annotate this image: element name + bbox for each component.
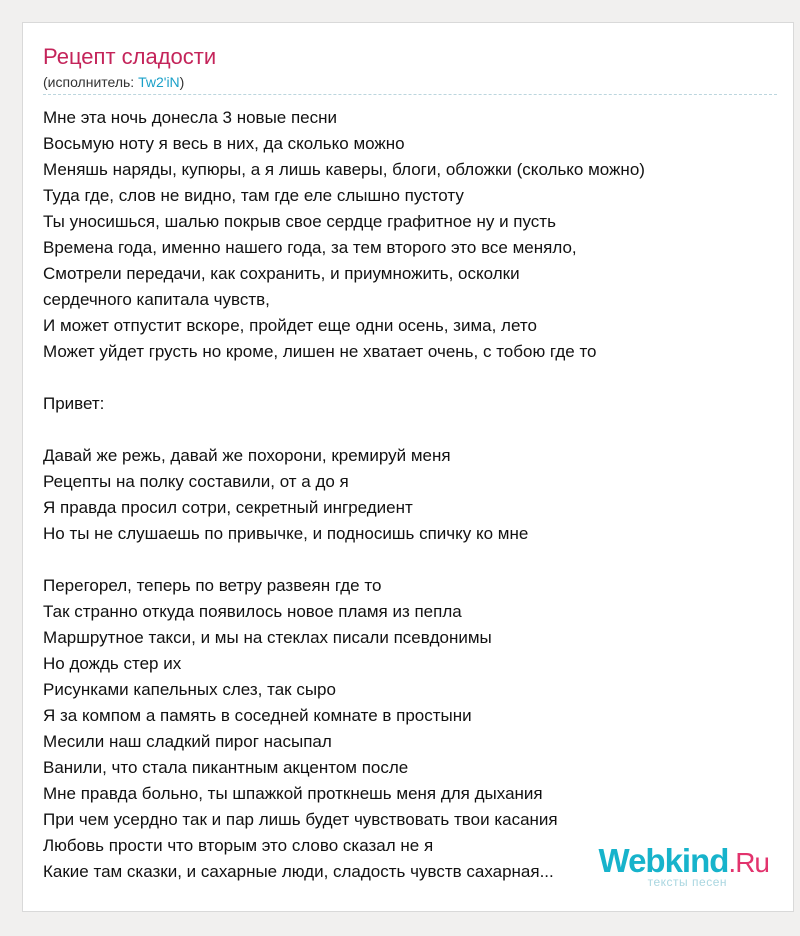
webkind-logo[interactable] <box>579 841 769 887</box>
lyric-line <box>43 417 783 443</box>
logo-name: Webkind <box>598 842 729 879</box>
lyric-line <box>43 547 783 573</box>
song-title: Рецепт сладости <box>43 44 217 69</box>
lyric-line: Какие там сказки, и сахарные люди, сладость чувств сахарная... <box>43 862 554 881</box>
lyric-line <box>43 365 783 391</box>
logo-domain: .Ru <box>728 847 769 878</box>
lyric-line: При чем усердно так и пар лишь будет чувствовать твои касания <box>43 810 558 829</box>
lyric-line: Времена года, именно нашего года, за тем второго это все меняло, <box>43 238 577 257</box>
lyrics-card <box>22 22 794 912</box>
lyric-line: Любовь прости что вторым это слово сказал не я <box>43 836 434 855</box>
lyric-line: Месили наш сладкий пирог насыпал <box>43 732 332 751</box>
lyric-line: Я за компом а память в соседней комнате в простыни <box>43 706 472 725</box>
artist-link[interactable]: Tw2'iN <box>138 74 180 90</box>
lyric-line: Меняшь наряды, купюры, а я лишь каверы, блоги, обложки (сколько можно) <box>43 160 645 179</box>
lyric-line: Мне правда больно, ты шпажкой проткнешь меня для дыхания <box>43 784 543 803</box>
lyric-line: Но ты не слушаешь по привычке, и подносишь спичку ко мне <box>43 524 529 543</box>
artist-prefix: (исполнитель: <box>43 74 139 90</box>
lyric-line: Восьмую ноту я весь в них, да сколько можно <box>43 134 405 153</box>
lyrics-text <box>43 105 783 885</box>
lyric-line: Привет: <box>43 394 105 413</box>
artist-suffix: ) <box>179 74 185 90</box>
logo-tagline: тексты песен <box>647 875 727 889</box>
lyric-line: Давай же режь, давай же похорони, кремируй меня <box>43 446 451 465</box>
lyric-line: Перегорел, теперь по ветру развеян где то <box>43 576 382 595</box>
lyric-line: Но дождь стер их <box>43 654 182 673</box>
lyric-line: Рецепты на полку составили, от а до я <box>43 472 349 491</box>
lyric-line: И может отпустит вскоре, пройдет еще одни осень, зима, лето <box>43 316 537 335</box>
lyric-line: Смотрели передачи, как сохранить, и приумножить, осколки <box>43 264 520 283</box>
lyric-line: Ты уносишься, шалью покрыв свое сердце графитное ну и пусть <box>43 212 556 231</box>
lyric-line: Маршрутное такси, и мы на стеклах писали псевдонимы <box>43 628 492 647</box>
lyric-line: сердечного капитала чувств, <box>43 290 270 309</box>
lyric-line: Рисунками капельных слез, так сыро <box>43 680 336 699</box>
artist-line <box>43 73 184 91</box>
lyric-line: Туда где, слов не видно, там где еле слышно пустоту <box>43 186 464 205</box>
lyric-line: Ванили, что стала пикантным акцентом после <box>43 758 409 777</box>
lyric-line: Мне эта ночь донесла 3 новые песни <box>43 108 338 127</box>
lyric-line: Так странно откуда появилось новое пламя из пепла <box>43 602 462 621</box>
lyric-line: Может уйдет грусть но кроме, лишен не хватает очень, с тобою где то <box>43 342 597 361</box>
lyric-line: Я правда просил сотри, секретный ингредиент <box>43 498 413 517</box>
title-divider <box>43 94 777 95</box>
